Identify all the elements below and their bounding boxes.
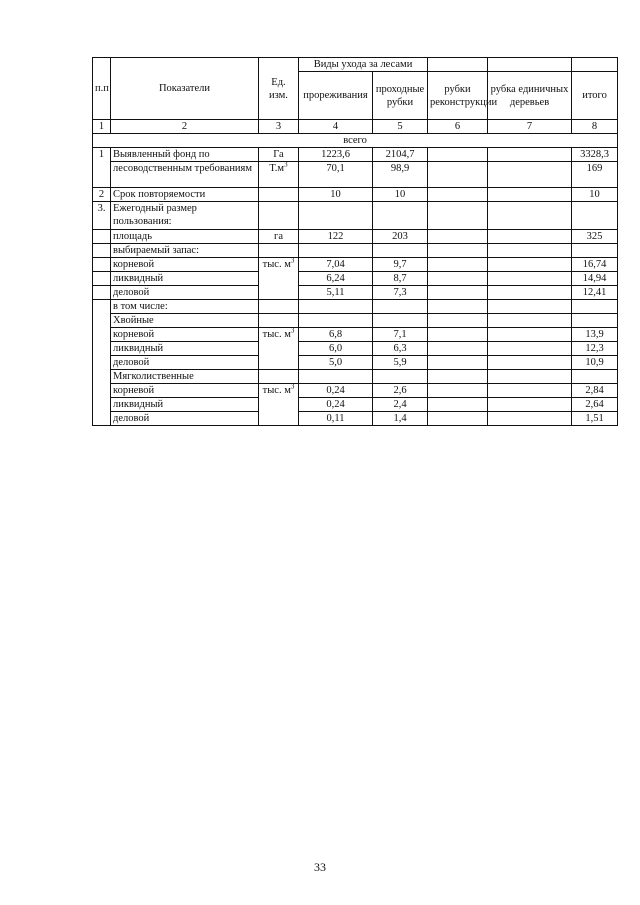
empty-cell (259, 188, 299, 202)
total-cell: 2,84 (572, 384, 618, 398)
row-label: площадь (111, 230, 259, 244)
value-cell: 6,0 (299, 342, 373, 356)
value-cell: 0,24 (299, 384, 373, 398)
col-number: 2 (111, 120, 259, 134)
header-pp: п.п (93, 58, 111, 120)
empty-cell (259, 202, 299, 230)
empty-cell (488, 412, 572, 426)
empty-cell (373, 202, 428, 230)
value-cell: 5,9 (373, 356, 428, 370)
empty-cell (259, 300, 299, 314)
value-cell: 6,3 (373, 342, 428, 356)
empty-cell (428, 412, 488, 426)
empty-cell (488, 328, 572, 342)
header-care-group: Виды ухода за лесами (299, 58, 428, 72)
total-cell: 325 (572, 230, 618, 244)
empty-cell (299, 244, 373, 258)
header-single-trees: рубка единичных деревьев (488, 72, 572, 120)
row-label: корневой (111, 384, 259, 398)
total-cell: 12,3 (572, 342, 618, 356)
empty-cell (488, 258, 572, 272)
header-total: итого (572, 72, 618, 120)
col-number: 1 (93, 120, 111, 134)
empty-cell (488, 244, 572, 258)
unit-superscript: 3 (290, 256, 295, 265)
row-number: 3. (93, 202, 111, 230)
header-empty-6 (428, 58, 488, 72)
value-cell: 0,11 (299, 412, 373, 426)
col-number: 6 (428, 120, 488, 134)
table-row (93, 286, 618, 300)
empty-cell (428, 356, 488, 370)
empty-cell (299, 202, 373, 230)
empty-cell (428, 272, 488, 286)
total-cell: 10,9 (572, 356, 618, 370)
value-cell: 10 (299, 188, 373, 202)
table-row (93, 342, 618, 356)
col-number: 5 (373, 120, 428, 134)
row-label: деловой (111, 286, 259, 300)
empty-cell (373, 244, 428, 258)
total-cell: 13,9 (572, 328, 618, 342)
empty-cell (428, 148, 488, 162)
empty-cell (428, 314, 488, 328)
table-row (93, 162, 618, 188)
table-row (93, 412, 618, 426)
empty-cell (428, 384, 488, 398)
header-empty-7 (488, 58, 572, 72)
unit-cell (259, 258, 299, 300)
unit-text: тыс. м (262, 259, 291, 270)
table-row (93, 384, 618, 398)
empty-cell (572, 370, 618, 384)
empty-cell (488, 342, 572, 356)
value-cell: 2,4 (373, 398, 428, 412)
value-cell: 0,24 (299, 398, 373, 412)
header-indicators: Показатели (111, 58, 259, 120)
empty-cell (428, 286, 488, 300)
value-cell: 5,0 (299, 356, 373, 370)
col-number: 7 (488, 120, 572, 134)
table-row (93, 370, 618, 384)
row-label: корневой (111, 258, 259, 272)
table-row (93, 300, 618, 314)
header-passage: проходные рубки (373, 72, 428, 120)
total-cell: 10 (572, 188, 618, 202)
total-cell: 2,64 (572, 398, 618, 412)
col-number: 4 (299, 120, 373, 134)
empty-cell (299, 300, 373, 314)
total-cell: 14,94 (572, 272, 618, 286)
row-label: ликвидный (111, 272, 259, 286)
empty-cell (488, 188, 572, 202)
row-label: Хвойные (111, 314, 259, 328)
unit-superscript: 3 (290, 326, 295, 335)
header-reconstruction: рубки реконструкции (428, 72, 488, 120)
total-cell: 1,51 (572, 412, 618, 426)
empty-cell (93, 300, 111, 426)
unit-superscript: 3 (284, 160, 288, 169)
row-label: Срок повторяемости (111, 188, 259, 202)
table-row (93, 230, 618, 244)
total-cell: 12,41 (572, 286, 618, 300)
empty-cell (93, 230, 111, 244)
unit-cell (259, 162, 299, 188)
empty-cell (259, 314, 299, 328)
header-thinning: прореживания (299, 72, 373, 120)
empty-cell (373, 314, 428, 328)
empty-cell (428, 244, 488, 258)
unit-cell: Га (259, 148, 299, 162)
empty-cell (488, 230, 572, 244)
row-label: деловой (111, 356, 259, 370)
value-cell: 5,11 (299, 286, 373, 300)
row-label: в том числе: (111, 300, 259, 314)
table-row (93, 328, 618, 342)
value-cell: 6,24 (299, 272, 373, 286)
empty-cell (93, 286, 111, 300)
empty-cell (488, 272, 572, 286)
table-row (93, 272, 618, 286)
value-cell: 10 (373, 188, 428, 202)
unit-cell: га (259, 230, 299, 244)
table-row (93, 258, 618, 272)
col-number-row (93, 120, 618, 134)
value-cell: 7,04 (299, 258, 373, 272)
empty-cell (428, 342, 488, 356)
total-cell: 3328,3 (572, 148, 618, 162)
unit-superscript: 3 (290, 382, 295, 391)
empty-cell (488, 286, 572, 300)
row-label: лесоводственным требованиям (111, 162, 259, 188)
row-number: 1 (93, 148, 111, 188)
empty-cell (373, 370, 428, 384)
empty-cell (572, 244, 618, 258)
unit-text: тыс. м (262, 385, 291, 396)
value-cell: 8,7 (373, 272, 428, 286)
empty-cell (428, 370, 488, 384)
header-empty-8 (572, 58, 618, 72)
value-cell: 98,9 (373, 162, 428, 188)
value-cell: 1223,6 (299, 148, 373, 162)
unit-cell (259, 384, 299, 426)
empty-cell (428, 328, 488, 342)
empty-cell (428, 202, 488, 230)
section-all: всего (93, 134, 618, 148)
value-cell: 9,7 (373, 258, 428, 272)
empty-cell (572, 314, 618, 328)
header-unit: Ед. изм. (259, 58, 299, 120)
empty-cell (488, 202, 572, 230)
empty-cell (572, 300, 618, 314)
table-row (93, 202, 618, 230)
empty-cell (428, 188, 488, 202)
table-row (93, 188, 618, 202)
row-label: ликвидный (111, 342, 259, 356)
empty-cell (373, 300, 428, 314)
value-cell: 70,1 (299, 162, 373, 188)
row-number: 2 (93, 188, 111, 202)
empty-cell (488, 356, 572, 370)
empty-cell (488, 370, 572, 384)
total-cell: 169 (572, 162, 618, 188)
empty-cell (259, 370, 299, 384)
empty-cell (428, 230, 488, 244)
row-label: Мягколиственные (111, 370, 259, 384)
row-label: выбираемый запас: (111, 244, 259, 258)
empty-cell (428, 258, 488, 272)
table-row (93, 398, 618, 412)
row-label: ликвидный (111, 398, 259, 412)
unit-cell (259, 328, 299, 370)
col-number: 8 (572, 120, 618, 134)
value-cell: 2104,7 (373, 148, 428, 162)
table-row (93, 356, 618, 370)
value-cell: 1,4 (373, 412, 428, 426)
empty-cell (93, 244, 111, 258)
forest-care-table (92, 57, 618, 426)
value-cell: 122 (299, 230, 373, 244)
row-label: корневой (111, 328, 259, 342)
total-cell: 16,74 (572, 258, 618, 272)
table-row (93, 244, 618, 258)
value-cell: 2,6 (373, 384, 428, 398)
value-cell: 7,3 (373, 286, 428, 300)
empty-cell (572, 202, 618, 230)
empty-cell (488, 148, 572, 162)
empty-cell (259, 244, 299, 258)
value-cell: 203 (373, 230, 428, 244)
empty-cell (488, 300, 572, 314)
empty-cell (299, 314, 373, 328)
empty-cell (488, 384, 572, 398)
table-row (93, 314, 618, 328)
empty-cell (428, 398, 488, 412)
empty-cell (428, 162, 488, 188)
empty-cell (93, 272, 111, 286)
value-cell: 7,1 (373, 328, 428, 342)
empty-cell (299, 370, 373, 384)
row-label: Ежегодный размер пользования: (111, 202, 259, 230)
empty-cell (93, 258, 111, 272)
unit-text: тыс. м (262, 329, 291, 340)
empty-cell (488, 314, 572, 328)
table-row (93, 148, 618, 162)
value-cell: 6,8 (299, 328, 373, 342)
empty-cell (428, 300, 488, 314)
page-number: 33 (314, 860, 326, 874)
row-label: деловой (111, 412, 259, 426)
unit-text: Т.м (269, 163, 285, 174)
empty-cell (488, 398, 572, 412)
col-number: 3 (259, 120, 299, 134)
empty-cell (488, 162, 572, 188)
row-label: Выявленный фонд по (111, 148, 259, 162)
